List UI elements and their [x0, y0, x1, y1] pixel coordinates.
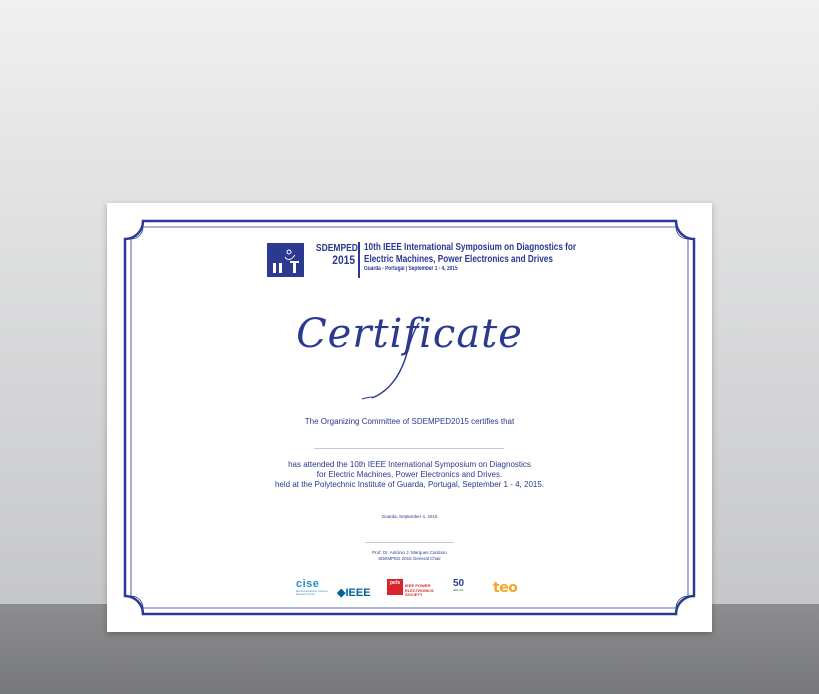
teo-logo-icon [493, 581, 523, 605]
ieee-logo-icon [337, 583, 383, 607]
signatory-block [107, 550, 712, 562]
conference-line-2: Electric Machines, Power Electronics and Drives [364, 253, 553, 265]
pels-badge: pels [387, 579, 403, 595]
place-date: Guarda, September 4, 2015 [381, 514, 438, 519]
ieee-diamond-icon: ◆ [337, 587, 346, 599]
year-text: 2015 [332, 253, 355, 267]
signatory-name: Prof. Dr. António J. Marques Cardoso [372, 550, 447, 555]
attendance-line-1: has attended the 10th IEEE International Symposium on Diagnostics [288, 460, 531, 469]
recipient-name-line [314, 448, 504, 449]
signatory-role: SDEMPED 2015 General Chair [378, 556, 441, 561]
sponsor-logos [107, 579, 712, 603]
attendance-statement [107, 460, 712, 490]
cise-subtitle: Electromechatronic Systems Research Centre [296, 590, 328, 596]
cise-logo-icon [296, 579, 328, 603]
ies-50-logo-icon [453, 579, 479, 603]
pels-logo-icon [387, 579, 445, 603]
certificate-paper [107, 203, 712, 632]
conference-line-1: 10th IEEE International Symposium on Diagnostics for [364, 241, 577, 253]
ies-50-subtitle: IEEE IES [453, 589, 464, 592]
attendance-line-2: for Electric Machines, Power Electronics and Drives. [316, 470, 503, 479]
certifies-statement: The Organizing Committee of SDEMPED2015 certifies that [304, 417, 515, 426]
conference-location-dates: Guarda - Portugal | September 1 - 4, 2015 [364, 266, 458, 272]
cise-wordmark: cise [296, 578, 320, 590]
acronym-text: SDEMPED [315, 243, 358, 254]
certificate-title: Certificate [296, 311, 523, 357]
attendance-line-3: held at the Polytechnic Institute of Guarda, Portugal, September 1 - 4, 2015. [274, 480, 545, 489]
teo-wordmark: teo [493, 580, 518, 596]
ies-50-wordmark: 50 [453, 578, 465, 589]
signature-line [365, 542, 454, 543]
ieee-wordmark: IEEE [345, 587, 371, 599]
pels-name: IEEE POWER ELECTRONICS SOCIETY [405, 583, 434, 597]
